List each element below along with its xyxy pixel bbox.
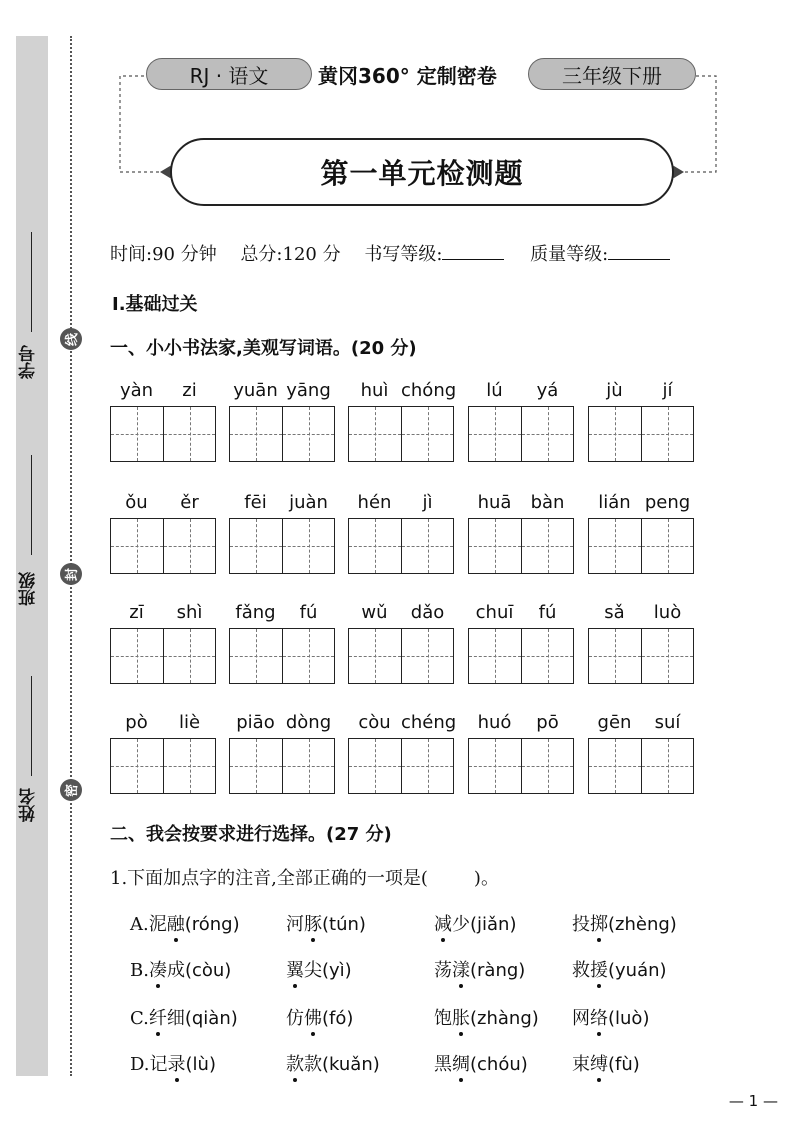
pinyin-annotation: (qiàn) <box>184 1008 238 1029</box>
pinyin-annotation: (lù) <box>185 1054 216 1075</box>
pinyin-annotation: (zhàng) <box>470 1008 539 1029</box>
word-char: 河 <box>286 914 304 935</box>
pinyin-text <box>468 492 574 518</box>
part2-heading: 二、我会按要求进行选择。(27 分) <box>110 824 392 845</box>
tianzige-cell[interactable] <box>521 629 573 683</box>
word-char: 救 <box>572 960 590 981</box>
tianzige-cell[interactable] <box>641 519 693 573</box>
writing-box <box>110 406 216 462</box>
tianzige-cell[interactable] <box>589 629 641 683</box>
pinyin-annotation: (tún) <box>322 914 366 935</box>
pinyin-text <box>348 492 454 518</box>
writing-box <box>348 406 454 462</box>
pinyin-syllable: yāng <box>286 380 331 401</box>
pinyin-annotation: (yuán) <box>608 960 667 981</box>
pinyin-syllable: wǔ <box>361 602 388 623</box>
pinyin-text <box>229 712 335 738</box>
pinyin-syllable: jí <box>662 380 673 401</box>
seal-line-badge: 线 <box>60 328 82 350</box>
option-item <box>130 1004 238 1030</box>
option-item <box>130 956 231 982</box>
pinyin-syllable: peng <box>644 492 691 513</box>
pinyin-text <box>229 602 335 628</box>
word-char: 款 <box>304 1054 322 1075</box>
tianzige-cell[interactable] <box>589 519 641 573</box>
option-item <box>572 910 677 936</box>
word-char: 细 <box>166 1008 185 1029</box>
pinyin-syllable: chóng <box>401 380 457 401</box>
tianzige-cell[interactable] <box>641 739 693 793</box>
tianzige-cell[interactable] <box>521 739 573 793</box>
writing-box <box>229 406 335 462</box>
writing-box <box>588 518 694 574</box>
total-score-info: 总分:120 分 <box>240 244 341 265</box>
pinyin-syllable: sǎ <box>604 602 625 623</box>
name-label: 姓名 <box>19 788 39 822</box>
series-title: 黄冈360° 定制密卷 <box>318 64 497 88</box>
tianzige-cell[interactable] <box>401 407 453 461</box>
question-1-stem: 1.下面加点字的注音,全部正确的一项是( )。 <box>110 868 499 889</box>
tianzige-cell[interactable] <box>282 519 334 573</box>
tianzige-cell[interactable] <box>401 629 453 683</box>
word-char: 饱 <box>434 1008 452 1029</box>
pinyin-text <box>588 712 694 738</box>
pinyin-syllable: pō <box>536 712 559 733</box>
pinyin-text <box>348 380 457 406</box>
name-blank[interactable] <box>31 676 32 776</box>
tianzige-cell[interactable] <box>163 519 215 573</box>
pinyin-syllable: jù <box>606 380 623 401</box>
option-letter[interactable]: A. <box>130 914 149 935</box>
tianzige-cell[interactable] <box>282 739 334 793</box>
tianzige-cell[interactable] <box>349 739 401 793</box>
tianzige-cell[interactable] <box>111 407 163 461</box>
quality-grade-label: 质量等级: <box>530 244 609 265</box>
pinyin-syllable: fú <box>538 602 557 623</box>
pinyin-text <box>588 602 694 628</box>
tianzige-cell[interactable] <box>163 739 215 793</box>
writing-box <box>348 518 454 574</box>
option-item <box>434 956 525 982</box>
tianzige-cell[interactable] <box>163 629 215 683</box>
pinyin-syllable: lú <box>486 380 503 401</box>
option-letter[interactable]: D. <box>130 1054 150 1075</box>
writing-box <box>468 406 574 462</box>
tianzige-cell[interactable] <box>469 629 521 683</box>
word-char: 成 <box>166 960 185 981</box>
page-title: 第一单元检测题 <box>170 138 674 206</box>
writing-box <box>110 518 216 574</box>
pinyin-syllable: luò <box>653 602 682 623</box>
option-letter[interactable]: B. <box>130 960 149 981</box>
pinyin-text <box>468 380 574 406</box>
tianzige-cell[interactable] <box>111 519 163 573</box>
word-char: 荡 <box>434 960 452 981</box>
option-item <box>130 910 240 936</box>
pinyin-syllable: ǒu <box>125 492 148 513</box>
pinyin-syllable: fǎng <box>235 602 276 623</box>
class-label: 班级 <box>19 572 39 606</box>
word-char: 翼 <box>286 956 304 982</box>
word-char: 减 <box>434 910 452 936</box>
tianzige-cell[interactable] <box>589 407 641 461</box>
pinyin-syllable: yuān <box>233 380 278 401</box>
writing-box <box>229 628 335 684</box>
pinyin-text <box>348 602 454 628</box>
binding-dotted-line <box>70 36 72 1076</box>
word-char: 束 <box>572 1054 590 1075</box>
pinyin-syllable: zi <box>182 380 197 401</box>
tianzige-cell[interactable] <box>230 407 282 461</box>
option-item <box>286 910 366 936</box>
student-id-label: 学号 <box>19 345 39 379</box>
writing-grade-blank[interactable] <box>442 243 504 260</box>
pinyin-syllable: huì <box>360 380 389 401</box>
tianzige-cell[interactable] <box>641 629 693 683</box>
word-char: 少 <box>452 914 470 935</box>
word-char: 录 <box>168 1050 186 1076</box>
option-item <box>434 1004 539 1030</box>
option-item <box>286 1004 353 1030</box>
pinyin-syllable: huó <box>477 712 512 733</box>
word-char: 佛 <box>304 1004 322 1030</box>
word-char: 融 <box>167 910 185 936</box>
writing-box <box>468 628 574 684</box>
word-char: 仿 <box>286 1008 304 1029</box>
pinyin-annotation: (luò) <box>608 1008 650 1029</box>
pinyin-text <box>468 602 574 628</box>
word-char: 漾 <box>452 956 470 982</box>
pinyin-text <box>588 380 694 406</box>
tianzige-cell[interactable] <box>282 629 334 683</box>
pinyin-syllable: lián <box>598 492 631 513</box>
pinyin-syllable: fú <box>299 602 318 623</box>
writing-grade-label: 书写等级: <box>364 244 443 265</box>
word-char: 纤 <box>149 1004 167 1030</box>
seal-secret-badge: 密 <box>60 779 82 801</box>
tianzige-cell[interactable] <box>401 739 453 793</box>
tianzige-cell[interactable] <box>111 739 163 793</box>
pinyin-syllable: hén <box>357 492 392 513</box>
pinyin-annotation: (còu) <box>184 960 232 981</box>
writing-box <box>348 738 454 794</box>
pinyin-text <box>229 492 335 518</box>
word-char: 投 <box>572 914 590 935</box>
tianzige-cell[interactable] <box>521 407 573 461</box>
seal-seal-badge: 封 <box>60 563 82 585</box>
pinyin-syllable: piāo <box>236 712 275 733</box>
option-item <box>286 1050 380 1076</box>
tianzige-cell[interactable] <box>230 519 282 573</box>
writing-box <box>468 518 574 574</box>
word-char: 援 <box>590 956 608 982</box>
tianzige-cell[interactable] <box>469 519 521 573</box>
tianzige-cell[interactable] <box>230 739 282 793</box>
option-item <box>572 1050 640 1076</box>
part1-heading: 一、小小书法家,美观写词语。(20 分) <box>110 338 417 359</box>
option-item <box>434 1050 528 1076</box>
pinyin-text <box>110 712 216 738</box>
option-item <box>286 956 352 982</box>
pinyin-annotation: (chóu) <box>470 1054 528 1075</box>
writing-box <box>229 738 335 794</box>
tianzige-cell[interactable] <box>349 407 401 461</box>
pinyin-syllable: chuī <box>475 602 514 623</box>
pinyin-syllable: yá <box>536 380 559 401</box>
pinyin-syllable: suí <box>654 712 681 733</box>
pinyin-text <box>110 380 216 406</box>
writing-box <box>588 738 694 794</box>
word-char: 缚 <box>590 1050 608 1076</box>
pinyin-annotation: (kuǎn) <box>322 1054 380 1075</box>
tianzige-cell[interactable] <box>589 739 641 793</box>
binding-strip <box>16 36 48 1076</box>
writing-box <box>588 628 694 684</box>
word-char: 黑 <box>434 1054 452 1075</box>
option-item <box>434 910 517 936</box>
pinyin-syllable: còu <box>358 712 391 733</box>
pinyin-syllable: ěr <box>180 492 199 513</box>
pinyin-text <box>468 712 574 738</box>
class-blank[interactable] <box>31 455 32 555</box>
grade-pill: 三年级下册 <box>528 58 696 90</box>
word-char: 绸 <box>452 1050 470 1076</box>
pinyin-annotation: (zhèng) <box>608 914 677 935</box>
tianzige-cell[interactable] <box>469 739 521 793</box>
tianzige-cell[interactable] <box>401 519 453 573</box>
section-basic: Ⅰ.基础过关 <box>112 294 198 315</box>
pinyin-text <box>110 492 216 518</box>
pinyin-syllable: bàn <box>530 492 565 513</box>
option-item <box>572 956 667 982</box>
writing-box <box>229 518 335 574</box>
word-char: 泥 <box>148 914 167 935</box>
word-char: 掷 <box>590 910 608 936</box>
writing-box <box>110 628 216 684</box>
time-info: 时间:90 分钟 <box>110 244 217 265</box>
tianzige-cell[interactable] <box>349 629 401 683</box>
word-char: 胀 <box>452 1004 470 1030</box>
writing-box <box>468 738 574 794</box>
pinyin-annotation: (fó) <box>322 1008 354 1029</box>
tianzige-cell[interactable] <box>521 519 573 573</box>
pinyin-syllable: yàn <box>119 380 154 401</box>
pinyin-syllable: juàn <box>289 492 328 513</box>
tianzige-cell[interactable] <box>111 629 163 683</box>
option-item <box>572 1004 649 1030</box>
word-char: 网 <box>572 1008 590 1029</box>
pinyin-annotation: (jiǎn) <box>470 914 517 935</box>
word-char: 尖 <box>304 960 322 981</box>
pinyin-annotation: (yì) <box>322 960 352 981</box>
word-char: 络 <box>590 1004 608 1030</box>
page-number: — 1 — <box>728 1092 778 1110</box>
pinyin-annotation: (fù) <box>608 1054 640 1075</box>
tianzige-cell[interactable] <box>230 629 282 683</box>
pinyin-annotation: (róng) <box>184 914 240 935</box>
pinyin-text <box>588 492 694 518</box>
word-char: 款 <box>286 1050 304 1076</box>
pinyin-syllable: shì <box>176 602 203 623</box>
pinyin-syllable: dǎo <box>410 602 445 623</box>
student-id-blank[interactable] <box>31 232 32 332</box>
pinyin-syllable: gēn <box>597 712 632 733</box>
writing-box <box>110 738 216 794</box>
option-letter[interactable]: C. <box>130 1008 149 1029</box>
word-char: 豚 <box>304 910 322 936</box>
writing-box <box>588 406 694 462</box>
option-item <box>130 1050 216 1076</box>
pinyin-text <box>229 380 335 406</box>
subject-pill: RJ · 语文 <box>146 58 312 90</box>
pinyin-text <box>348 712 457 738</box>
tianzige-cell[interactable] <box>469 407 521 461</box>
pinyin-syllable: liè <box>178 712 201 733</box>
pinyin-syllable: dòng <box>285 712 332 733</box>
writing-box <box>348 628 454 684</box>
word-char: 凑 <box>149 956 167 982</box>
pinyin-text <box>110 602 216 628</box>
tianzige-cell[interactable] <box>641 407 693 461</box>
pinyin-syllable: pò <box>125 712 148 733</box>
pinyin-syllable: chéng <box>401 712 457 733</box>
word-char: 记 <box>149 1054 168 1075</box>
tianzige-cell[interactable] <box>349 519 401 573</box>
pinyin-syllable: huā <box>477 492 512 513</box>
pinyin-syllable: jì <box>422 492 433 513</box>
tianzige-cell[interactable] <box>163 407 215 461</box>
pinyin-syllable: fēi <box>244 492 267 513</box>
pinyin-syllable: zī <box>129 602 144 623</box>
pinyin-annotation: (ràng) <box>470 960 526 981</box>
quality-grade-blank[interactable] <box>608 243 670 260</box>
exam-info <box>110 240 670 266</box>
tianzige-cell[interactable] <box>282 407 334 461</box>
